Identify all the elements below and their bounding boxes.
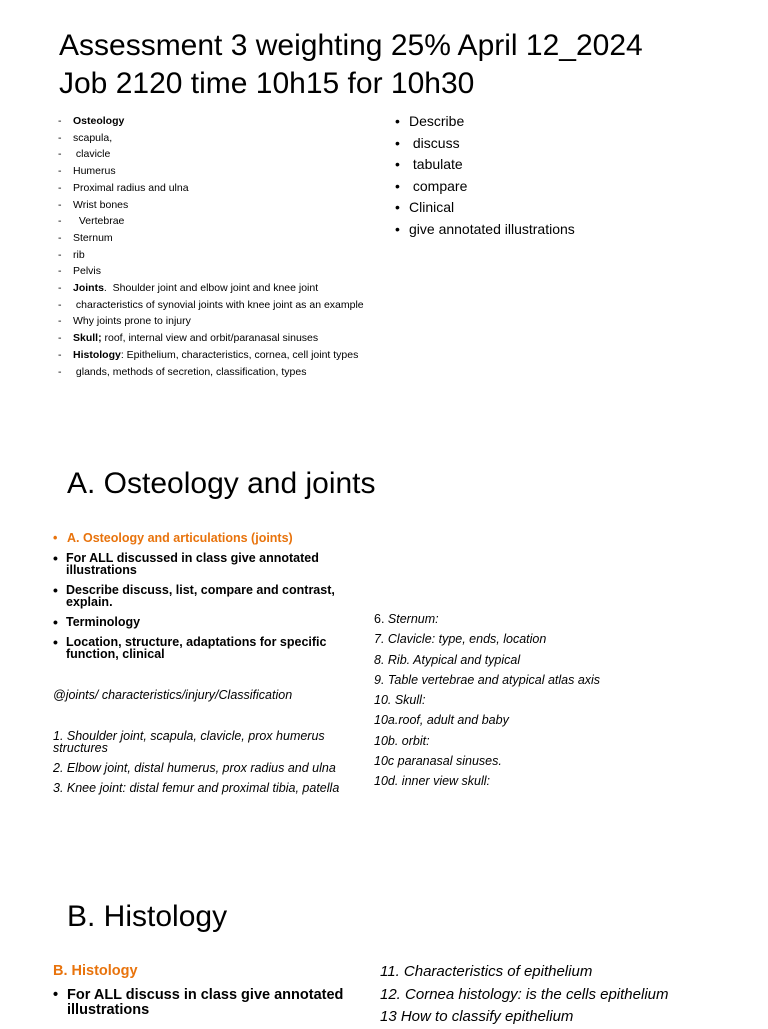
topic-item: - scapula,: [58, 131, 113, 144]
section-a-left-item: 2. Elbow joint, distal humerus, prox radius and ulna: [53, 761, 336, 775]
topic-item: - Proximal radius and ulna: [58, 181, 189, 194]
topic-item: - glands, methods of secretion, classification, types: [58, 365, 307, 378]
section-b-right-item: 13 How to classify epithelium: [380, 1008, 574, 1025]
page-title-line-2: Job 2120 time 10h15 for 10h30: [59, 67, 475, 100]
section-a-bullet: • Terminology: [53, 614, 141, 630]
section-a-right-item: 6. Sternum:: [374, 612, 439, 626]
page-title-line-1: Assessment 3 weighting 25% April 12_2024: [59, 29, 643, 62]
section-a-bullet: • Location, structure, adaptations for specific function, clinical: [53, 634, 327, 661]
section-a-left-item: 3. Knee joint: distal femur and proximal tibia, patella: [53, 781, 340, 795]
section-a-heading: A. Osteology and joints: [67, 467, 376, 500]
section-a-right-list: [374, 609, 600, 792]
section-a-right-item: 10a.roof, adult and baby: [374, 713, 509, 728]
topic-item: - Why joints prone to injury: [58, 315, 191, 328]
topic-item: - Humerus: [58, 165, 116, 178]
instruction-item: • compare: [395, 177, 468, 194]
section-a-left-item: 1. Shoulder joint, scapula, clavicle, prox humerus structures: [53, 729, 325, 755]
section-b-bullet: • For ALL discuss in class give annotated illustrations: [53, 987, 344, 1018]
topic-item: - Wrist bones: [58, 198, 129, 211]
section-a-bullets: [53, 552, 353, 668]
section-a-right-item: 10d. inner view skull:: [374, 774, 491, 789]
section-a-right-item: 10c paranasal sinuses.: [374, 754, 502, 769]
instruction-item: • tabulate: [395, 156, 463, 172]
instruction-item: • Clinical: [395, 199, 455, 215]
joints-note: @joints/ characteristics/injury/Classification: [53, 688, 293, 702]
topic-item: - Sternum: [58, 231, 113, 244]
instructions-list: [395, 111, 575, 240]
section-a-right-item: 7. Clavicle: type, ends, location: [374, 632, 547, 647]
instruction-item: • discuss: [395, 134, 460, 151]
topic-item: - Pelvis: [58, 265, 102, 278]
section-a-orange-item: • A. Osteology and articulations (joints): [53, 531, 293, 545]
section-b-orange-item: B. Histology: [53, 963, 138, 979]
section-a-bullet: • Describe discuss, list, compare and contrast, explain.: [53, 582, 335, 609]
topic-item: - Histology : Epithelium, characteristics, cornea, cell joint types: [58, 348, 359, 361]
topics-list: [58, 113, 388, 380]
topic-item: - rib: [58, 248, 85, 261]
section-b-right-item: 11. Characteristics of epithelium: [380, 963, 593, 980]
topic-item: - Skull; roof, internal view and orbit/paranasal sinuses: [58, 332, 319, 345]
topic-item: - Osteology: [58, 115, 125, 127]
section-b-heading: B. Histology: [67, 900, 228, 933]
instruction-item: • Describe: [395, 113, 465, 129]
section-a-right-item: 9. Table vertebrae and atypical atlas axis: [374, 672, 601, 687]
topic-item: - Vertebrae: [58, 215, 125, 228]
section-b-right-list: [380, 961, 669, 1029]
topic-item: - clavicle: [58, 148, 111, 161]
section-a-right-item: 10. Skull:: [374, 693, 426, 708]
section-b-right-item: 12. Cornea histology: is the cells epithelium: [380, 985, 669, 1003]
instruction-item: • give annotated illustrations: [395, 220, 575, 237]
section-a-right-item: 10b. orbit:: [374, 733, 430, 748]
topic-item: - Joints . Shoulder joint and elbow joint and knee joint: [58, 282, 319, 295]
section-a-right-item: 8. Rib. Atypical and typical: [374, 652, 521, 667]
section-a-bullet: • For ALL discussed in class give annotated illustrations: [53, 550, 319, 577]
topic-item: - characteristics of synovial joints with knee joint as an example: [58, 298, 364, 311]
